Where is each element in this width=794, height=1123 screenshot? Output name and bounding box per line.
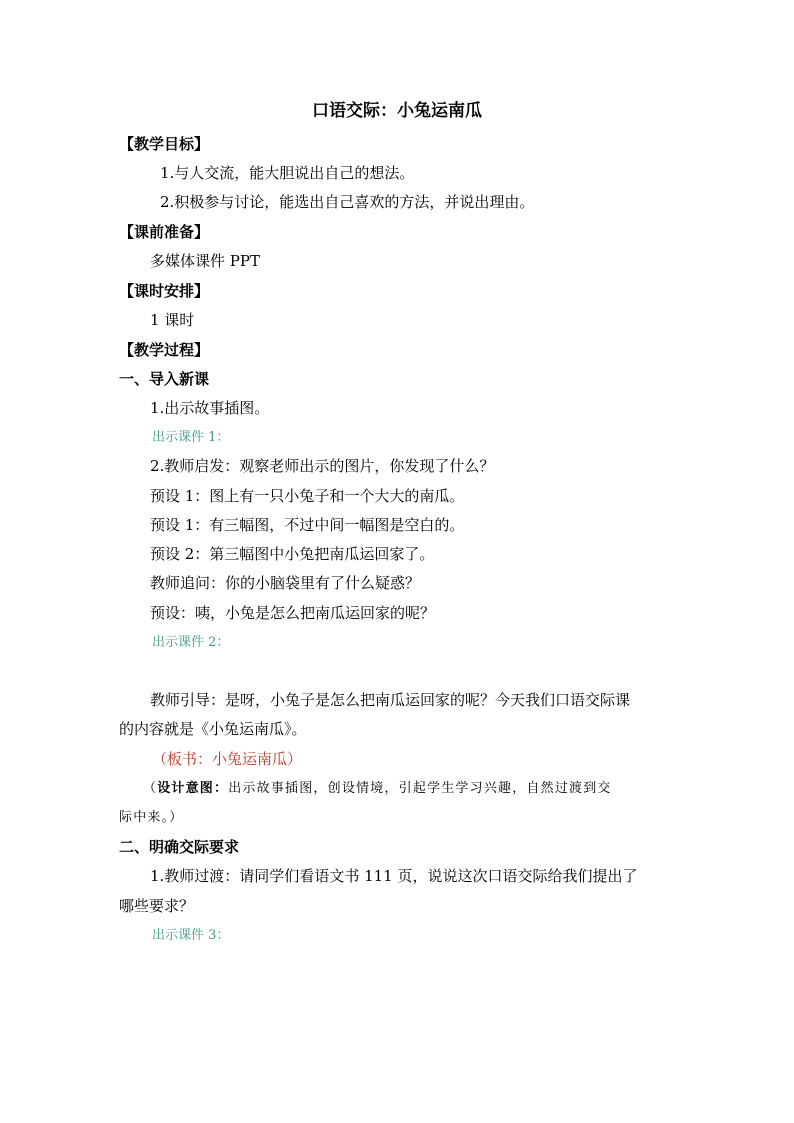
part2-step1-line2: 哪些要求？ xyxy=(119,897,195,915)
schedule-text: 1 课时 xyxy=(150,311,195,329)
preset-1b: 预设 1：有三幅图，不过中间一幅图是空白的。 xyxy=(150,516,465,534)
blackboard-note: （板书：小兔运南瓜） xyxy=(152,750,303,768)
design-open-paren: （ xyxy=(143,781,158,796)
teacher-guide-line1: 教师引导：是呀，小兔子是怎么把南瓜运回家的呢？今天我们口语交际课 xyxy=(150,691,631,709)
design-intent-line1 xyxy=(143,779,612,799)
page-title: 口语交际：小兔运南瓜 xyxy=(312,101,482,121)
section-process: 【教学过程】 xyxy=(119,341,210,359)
part2-heading: 二、明确交际要求 xyxy=(119,838,240,856)
section-preparation: 【课前准备】 xyxy=(119,223,210,241)
design-intent-label: 设计意图： xyxy=(157,781,229,796)
section-schedule: 【课时安排】 xyxy=(119,282,210,300)
teacher-followup: 教师追问：你的小脑袋里有了什么疑惑？ xyxy=(150,574,421,592)
preset-1a: 预设 1：图上有一只小兔子和一个大大的南瓜。 xyxy=(150,487,465,505)
courseware-1-label: 出示课件 1： xyxy=(152,430,230,445)
part1-step2: 2.教师启发：观察老师出示的图片，你发现了什么？ xyxy=(150,457,495,475)
preset-3: 预设：咦，小兔是怎么把南瓜运回家的呢？ xyxy=(150,604,436,622)
preparation-text: 多媒体课件 PPT xyxy=(150,252,260,270)
teacher-guide-line2: 的内容就是《小兔运南瓜》。 xyxy=(119,720,307,738)
design-intent-text1: 出示故事插图，创设情境，引起学生学习兴趣，自然过渡到交 xyxy=(228,781,612,796)
section-objectives: 【教学目标】 xyxy=(119,135,210,153)
objective-1: 1.与人交流，能大胆说出自己的想法。 xyxy=(160,164,415,182)
courseware-3-label: 出示课件 3： xyxy=(152,928,230,943)
part1-step1: 1.出示故事插图。 xyxy=(150,399,270,417)
preset-2: 预设 2：第三幅图中小兔把南瓜运回家了。 xyxy=(150,545,435,563)
objective-2: 2.积极参与讨论，能选出自己喜欢的方法，并说出理由。 xyxy=(160,193,535,211)
part2-step1-line1: 1.教师过渡：请同学们看语文书 111 页，说说这次口语交际给我们提出了 xyxy=(150,867,638,885)
design-intent-line2: 际中来。） xyxy=(119,810,184,825)
courseware-2-label: 出示课件 2： xyxy=(152,635,230,650)
part1-heading: 一、导入新课 xyxy=(119,370,210,388)
